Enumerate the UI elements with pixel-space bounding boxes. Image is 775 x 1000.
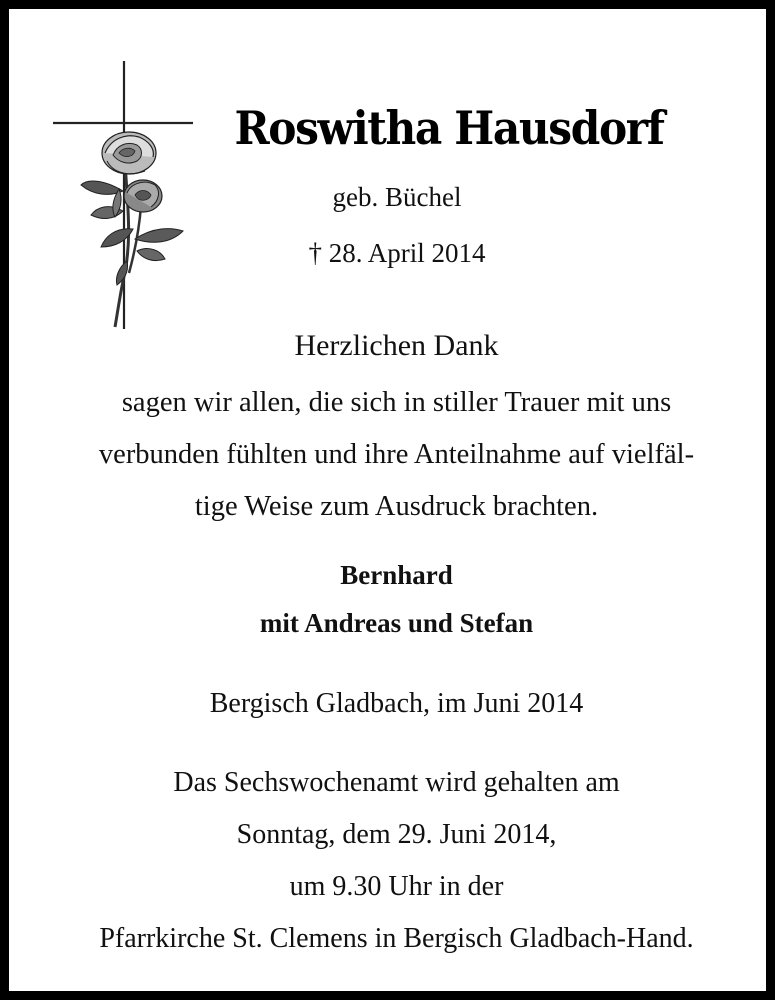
mass-line: Pfarrkirche St. Clemens in Bergisch Gladbach-Hand. — [99, 923, 694, 954]
thanks-heading: Herzlichen Dank — [294, 329, 499, 362]
death-date: 28. April 2014 — [328, 238, 486, 268]
place-date: Bergisch Gladbach, im Juni 2014 — [209, 688, 584, 719]
deceased-name: Roswitha Hausdorf — [234, 101, 664, 155]
cross-with-roses-icon — [53, 61, 195, 333]
mass-line: Sonntag, dem 29. Juni 2014, — [236, 819, 557, 850]
dagger-icon: † — [308, 238, 322, 268]
memorial-mass-info — [29, 757, 764, 965]
thanks-line: sagen wir allen, die sich in stiller Trauer mit uns — [121, 387, 672, 418]
mass-line: Das Sechswochenamt wird gehalten am — [173, 767, 620, 798]
signer-secondary: mit Andreas und Stefan — [259, 608, 534, 638]
death-date-line — [227, 236, 567, 270]
birth-name: geb. Büchel — [332, 182, 462, 212]
thanks-line: tige Weise zum Ausdruck brachten. — [194, 491, 599, 522]
mass-line: um 9.30 Uhr in der — [289, 871, 504, 902]
thanks-line: verbunden fühlten und ihre Anteilnahme auf vielfäl- — [98, 439, 695, 470]
signer-primary: Bernhard — [340, 560, 453, 590]
thanks-text — [29, 377, 764, 533]
